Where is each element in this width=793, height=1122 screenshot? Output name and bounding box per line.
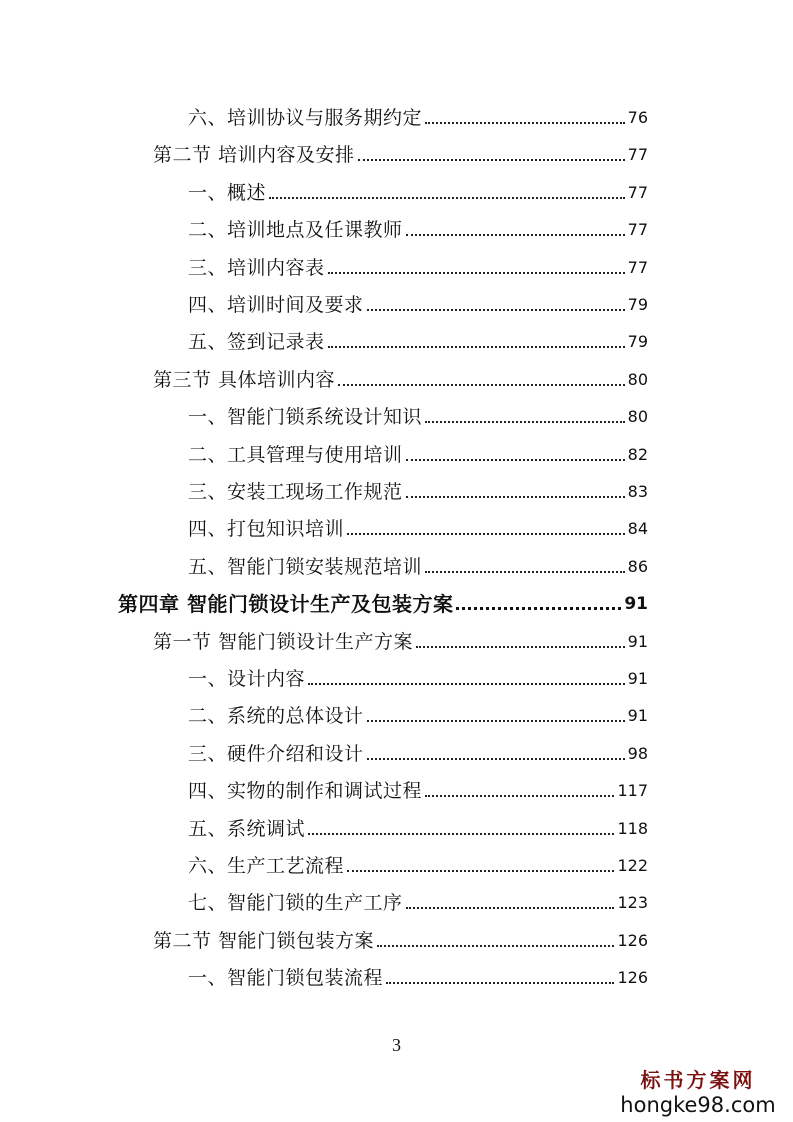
toc-entry-page: 79 <box>627 332 648 351</box>
toc-entry[interactable] <box>188 100 648 130</box>
toc-dot-leader <box>367 758 625 760</box>
toc-entry-page: 122 <box>617 856 648 875</box>
toc-entry-title: 第二节 智能门锁包装方案 <box>153 930 375 952</box>
toc-entry-page: 80 <box>627 370 648 389</box>
toc-entry[interactable] <box>153 624 648 654</box>
toc-entry-title: 三、硬件介绍和设计 <box>188 743 364 765</box>
toc-dot-leader <box>358 159 625 161</box>
toc-entry-title: 七、智能门锁的生产工序 <box>188 892 403 914</box>
toc-dot-leader <box>347 533 625 535</box>
toc-entry[interactable] <box>188 848 648 878</box>
toc-entry[interactable] <box>188 287 648 317</box>
toc-entry-title: 四、培训时间及要求 <box>188 294 364 316</box>
toc-entry-page: 98 <box>627 744 648 763</box>
toc-entry-page: 76 <box>627 108 648 127</box>
toc-entry-page: 91 <box>627 669 648 688</box>
toc-entry[interactable] <box>188 661 648 691</box>
toc-dot-leader <box>328 346 625 348</box>
toc-entry-page: 77 <box>627 183 648 202</box>
toc-entry-page: 77 <box>627 220 648 239</box>
toc-dot-leader <box>425 122 625 124</box>
toc-entry-title: 二、培训地点及任课教师 <box>188 219 403 241</box>
watermark-brand: 标书方案网 <box>640 1068 756 1092</box>
toc-entry-page: 91 <box>627 632 648 651</box>
toc-dot-leader <box>406 907 615 909</box>
toc-entry-page: 126 <box>617 968 648 987</box>
toc-entry[interactable] <box>153 923 648 953</box>
toc-entry-page: 126 <box>617 931 648 950</box>
toc-dot-leader <box>377 945 614 947</box>
toc-dot-leader <box>367 720 625 722</box>
toc-entry-page: 82 <box>627 445 648 464</box>
toc-entry-title: 一、概述 <box>188 182 267 204</box>
toc-dot-leader <box>406 234 625 236</box>
toc-dot-leader <box>425 421 625 423</box>
toc-dot-leader <box>406 459 625 461</box>
toc-entry-page: 83 <box>627 482 648 501</box>
watermark-url: hongke98.com <box>620 1093 776 1117</box>
toc-entry[interactable] <box>188 773 648 803</box>
toc-dot-leader <box>456 607 621 610</box>
toc-entry-title: 三、安装工现场工作规范 <box>188 481 403 503</box>
toc-entry[interactable] <box>188 736 648 766</box>
toc-entry-title: 第二节 培训内容及安排 <box>153 144 355 166</box>
toc-entry-page: 86 <box>627 557 648 576</box>
toc-entry-title: 二、系统的总体设计 <box>188 705 364 727</box>
toc-entry-title: 三、培训内容表 <box>188 257 325 279</box>
toc-entry[interactable] <box>188 175 648 205</box>
toc-entry-title: 五、签到记录表 <box>188 331 325 353</box>
toc-entry-title: 一、智能门锁系统设计知识 <box>188 406 423 428</box>
toc-entry-title: 第一节 智能门锁设计生产方案 <box>153 631 414 653</box>
toc-entry-title: 一、设计内容 <box>188 668 306 690</box>
toc-dot-leader <box>425 571 625 573</box>
toc-entry-title: 第四章 智能门锁设计生产及包装方案 <box>118 592 454 616</box>
toc-entry[interactable] <box>188 324 648 354</box>
toc-entry[interactable] <box>188 250 648 280</box>
toc-entry[interactable] <box>153 362 648 392</box>
toc-entry[interactable] <box>118 586 648 616</box>
page-number: 3 <box>392 1035 401 1055</box>
toc-dot-leader <box>386 982 614 984</box>
toc-entry-page: 77 <box>627 145 648 164</box>
toc-dot-leader <box>406 496 625 498</box>
toc-dot-leader <box>425 795 614 797</box>
toc-entry[interactable] <box>188 474 648 504</box>
toc-entry-title: 五、智能门锁安装规范培训 <box>188 556 423 578</box>
toc-entry-title: 六、生产工艺流程 <box>188 855 345 877</box>
toc-entry[interactable] <box>188 885 648 915</box>
toc-dot-leader <box>328 272 625 274</box>
toc-entry-title: 第三节 具体培训内容 <box>153 369 336 391</box>
toc-entry-title: 四、实物的制作和调试过程 <box>188 780 423 802</box>
toc-entry-page: 84 <box>627 519 648 538</box>
toc-entry[interactable] <box>188 212 648 242</box>
toc-entry[interactable] <box>188 549 648 579</box>
toc-entry-title: 六、培训协议与服务期约定 <box>188 107 423 129</box>
toc-entry-title: 二、工具管理与使用培训 <box>188 444 403 466</box>
toc-entry[interactable] <box>188 437 648 467</box>
toc-dot-leader <box>367 309 625 311</box>
toc-entry-title: 五、系统调试 <box>188 818 306 840</box>
toc-entry-page: 77 <box>627 258 648 277</box>
toc-entry[interactable] <box>188 399 648 429</box>
toc-entry-page: 118 <box>617 819 648 838</box>
toc-dot-leader <box>269 197 625 199</box>
toc-entry-page: 79 <box>627 295 648 314</box>
toc-entry-page: 123 <box>617 893 648 912</box>
toc-entry-page: 91 <box>627 706 648 725</box>
toc-dot-leader <box>338 384 625 386</box>
toc-dot-leader <box>416 646 625 648</box>
toc-entry-page: 117 <box>617 781 648 800</box>
toc-entry-page: 80 <box>627 407 648 426</box>
toc-entry[interactable] <box>188 698 648 728</box>
toc-entry[interactable] <box>153 137 648 167</box>
watermark <box>613 1068 783 1118</box>
toc-entry[interactable] <box>188 960 648 990</box>
toc-entry-title: 一、智能门锁包装流程 <box>188 967 384 989</box>
toc-entry[interactable] <box>188 811 648 841</box>
toc-entry[interactable] <box>188 511 648 541</box>
toc-dot-leader <box>347 870 614 872</box>
toc-dot-leader <box>308 683 625 685</box>
toc-entry-page: 91 <box>624 594 648 614</box>
toc-dot-leader <box>308 833 614 835</box>
toc-entry-title: 四、打包知识培训 <box>188 518 345 540</box>
